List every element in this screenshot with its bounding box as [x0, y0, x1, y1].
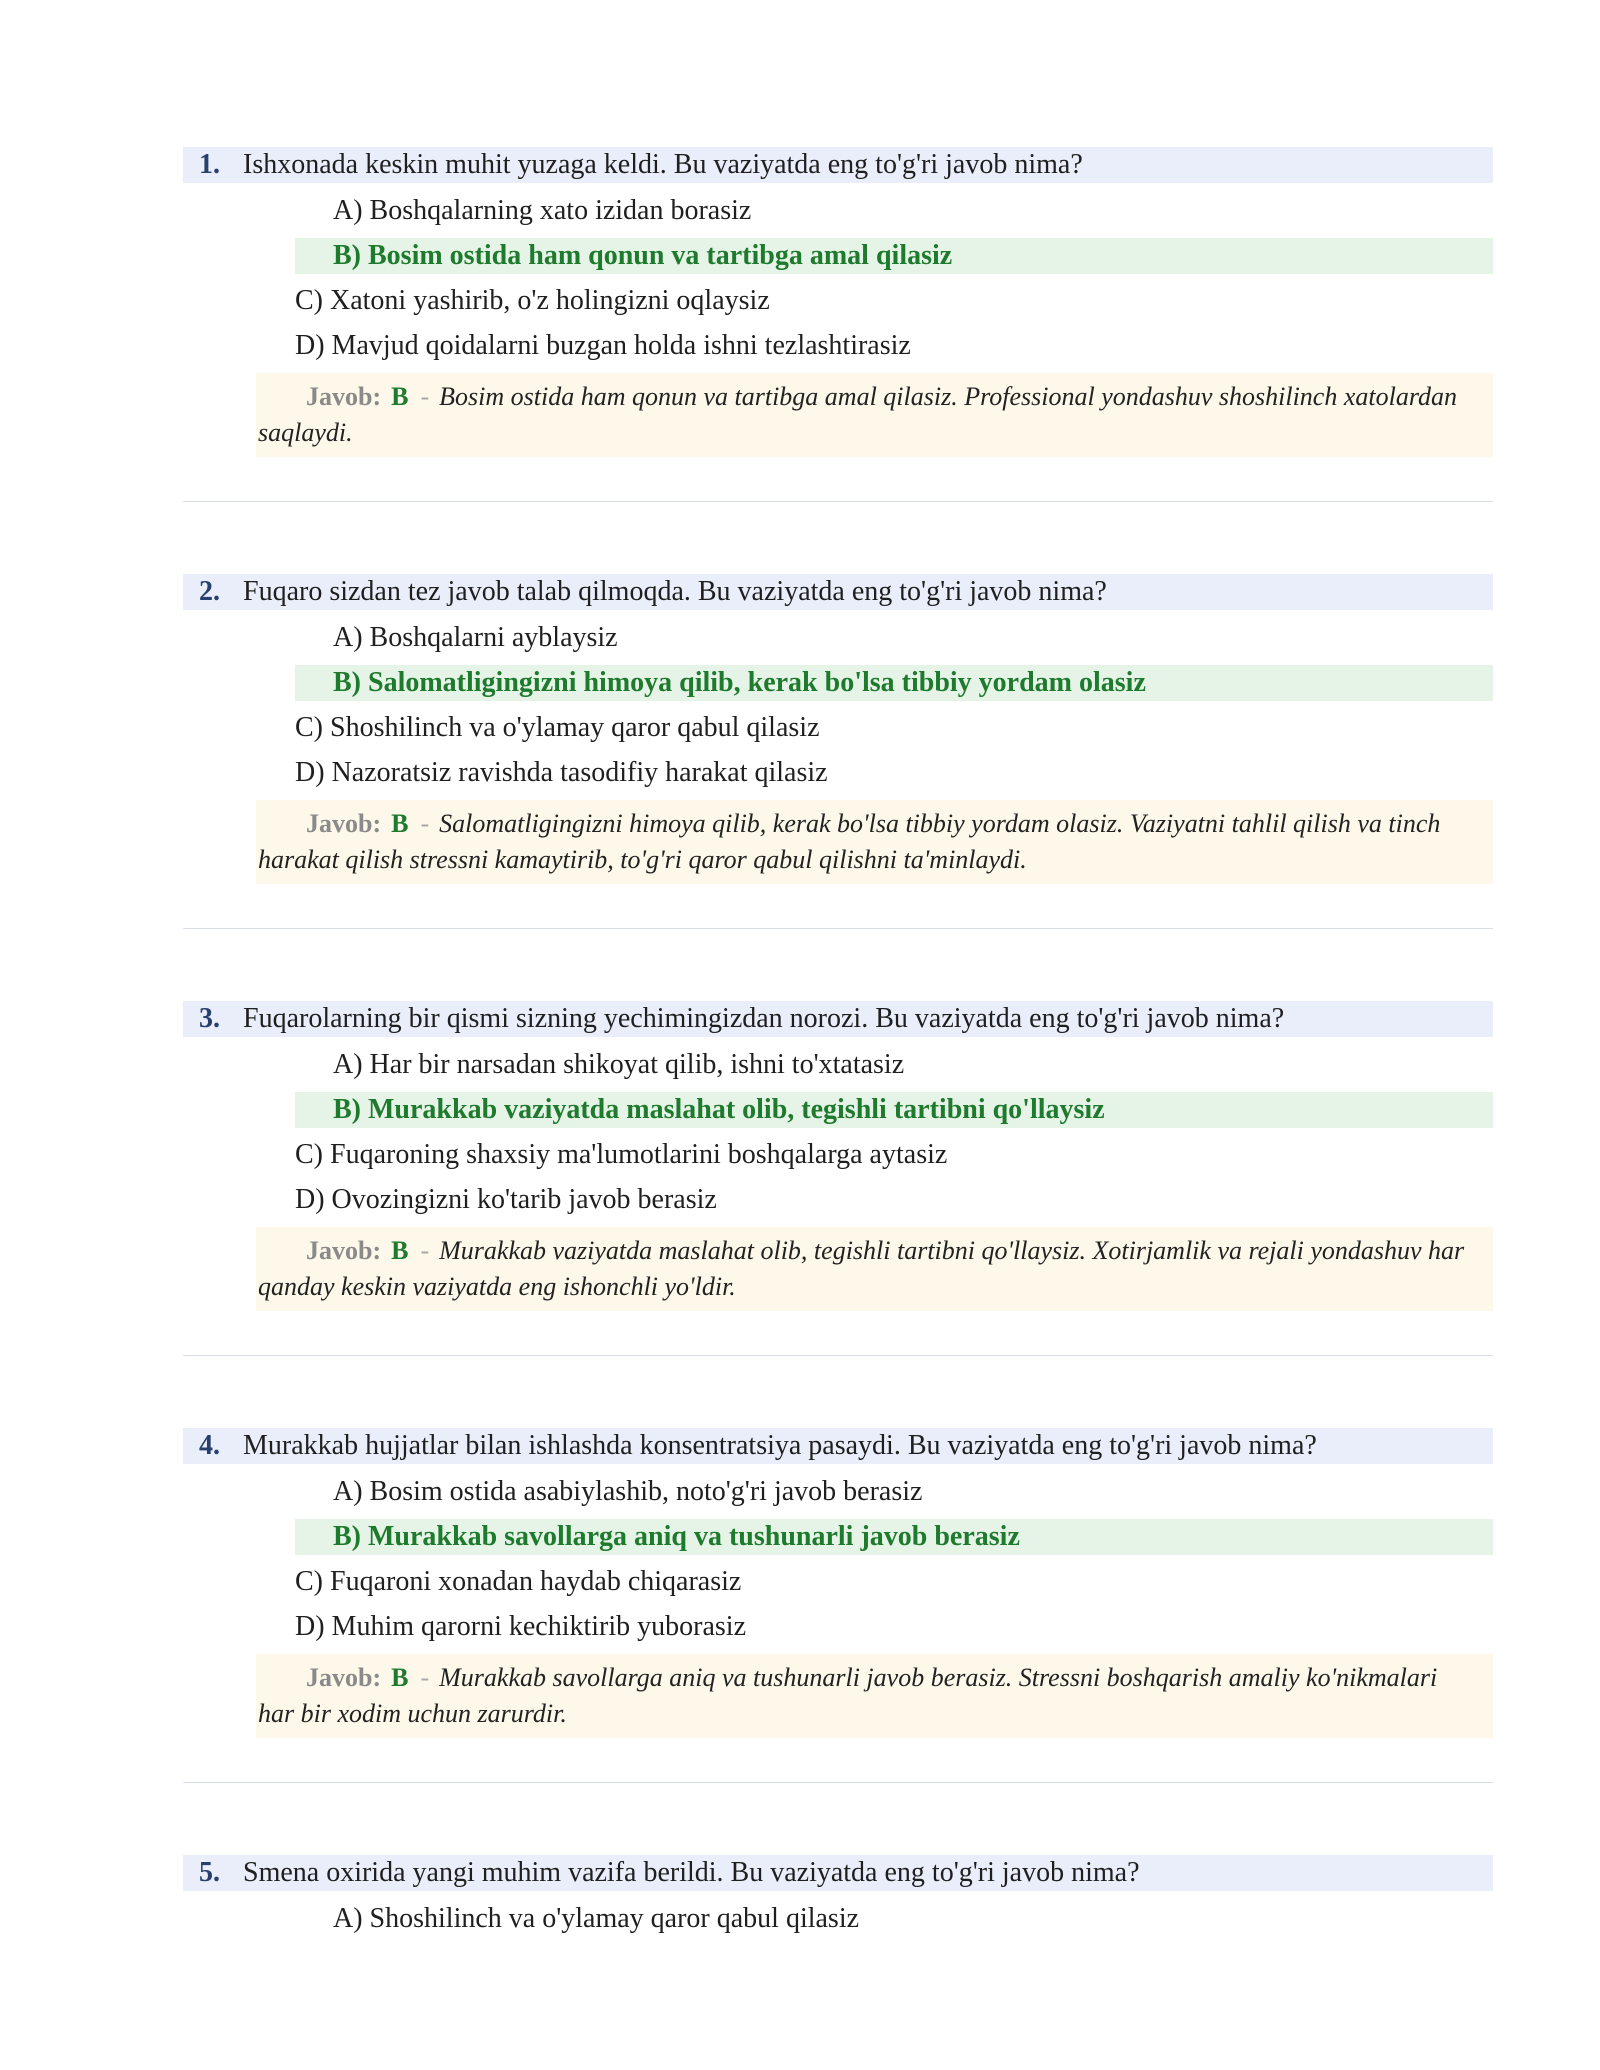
- option-a: A) Shoshilinch va o'ylamay qaror qabul qilasiz: [333, 1903, 860, 1934]
- option-b-correct: B) Murakkab savollarga aniq va tushunarli javob berasiz: [295, 1519, 1493, 1555]
- options-list: [183, 620, 1493, 791]
- answer-separator: -: [420, 1663, 430, 1692]
- answer-label: Javob:: [306, 1236, 382, 1265]
- answer-explanation: Murakkab vaziyatda maslahat olib, tegishli tartibni qo'llaysiz. Xotirjamlik va rejali yondashuv har qanday keskin vaziyatda eng ishonchli yo'ldir.: [258, 1236, 1465, 1301]
- quiz-page: [183, 147, 1493, 1946]
- question-5: [183, 1855, 1493, 1937]
- option-d: D) Nazoratsiz ravishda tasodifiy harakat qilasiz: [295, 757, 828, 788]
- divider: [183, 1355, 1493, 1356]
- question-header: [183, 147, 1493, 183]
- answer-separator: -: [420, 382, 430, 411]
- answer-separator: -: [420, 809, 430, 838]
- answer-letter: B: [391, 809, 409, 838]
- option-a: A) Har bir narsadan shikoyat qilib, ishni to'xtatasiz: [333, 1049, 905, 1080]
- options-list: [183, 1901, 1493, 1937]
- answer-separator: -: [420, 1236, 430, 1265]
- question-1: [183, 147, 1493, 502]
- question-3: [183, 1001, 1493, 1356]
- option-b-correct: B) Salomatligingizni himoya qilib, kerak bo'lsa tibbiy yordam olasiz: [295, 665, 1493, 701]
- answer-explanation: Salomatligingizni himoya qilib, kerak bo'lsa tibbiy yordam olasiz. Vaziyatni tahlil qilish va tinch harakat qilish stressni kamaytirib, to'g'ri qaror qabul qilishni ta'minlaydi.: [258, 809, 1441, 874]
- question-number: 5.: [199, 1857, 220, 1888]
- answer-box: [256, 800, 1493, 884]
- option-c: C) Xatoni yashirib, o'z holingizni oqlaysiz: [295, 285, 770, 316]
- divider: [183, 928, 1493, 929]
- question-4: [183, 1428, 1493, 1783]
- divider: [183, 1782, 1493, 1783]
- option-b-correct: B) Bosim ostida ham qonun va tartibga amal qilasiz: [295, 238, 1493, 274]
- question-number: 1.: [199, 149, 220, 180]
- option-b-correct: B) Murakkab vaziyatda maslahat olib, tegishli tartibni qo'llaysiz: [295, 1092, 1493, 1128]
- option-c: C) Fuqaroning shaxsiy ma'lumotlarini boshqalarga aytasiz: [295, 1139, 948, 1170]
- answer-label: Javob:: [306, 809, 382, 838]
- answer-letter: B: [391, 1663, 409, 1692]
- question-header: [183, 1428, 1493, 1464]
- question-number: 3.: [199, 1003, 220, 1034]
- question-header: [183, 1001, 1493, 1037]
- options-list: [183, 1474, 1493, 1645]
- answer-letter: B: [391, 1236, 409, 1265]
- divider: [183, 501, 1493, 502]
- option-d: D) Mavjud qoidalarni buzgan holda ishni tezlashtirasiz: [295, 330, 911, 361]
- answer-explanation: Bosim ostida ham qonun va tartibga amal qilasiz. Professional yondashuv shoshilinch xatolardan saqlaydi.: [258, 382, 1457, 447]
- answer-letter: B: [391, 382, 409, 411]
- answer-label: Javob:: [306, 1663, 382, 1692]
- option-a: A) Boshqalarni ayblaysiz: [333, 622, 618, 653]
- options-list: [183, 1047, 1493, 1218]
- question-number: 2.: [199, 576, 220, 607]
- answer-box: [256, 373, 1493, 457]
- option-d: D) Muhim qarorni kechiktirib yuborasiz: [295, 1611, 747, 1642]
- question-text: Ishxonada keskin muhit yuzaga keldi. Bu vaziyatda eng to'g'ri javob nima?: [243, 149, 1083, 180]
- question-text: Smena oxirida yangi muhim vazifa berildi. Bu vaziyatda eng to'g'ri javob nima?: [243, 1857, 1140, 1888]
- option-a: A) Bosim ostida asabiylashib, noto'g'ri javob berasiz: [333, 1476, 923, 1507]
- question-number: 4.: [199, 1430, 220, 1461]
- answer-box: [256, 1227, 1493, 1311]
- question-header: [183, 1855, 1493, 1891]
- option-c: C) Shoshilinch va o'ylamay qaror qabul qilasiz: [295, 712, 820, 743]
- question-header: [183, 574, 1493, 610]
- option-d: D) Ovozingizni ko'tarib javob berasiz: [295, 1184, 717, 1215]
- answer-explanation: Murakkab savollarga aniq va tushunarli javob berasiz. Stressni boshqarish amaliy ko'nikmalari har bir xodim uchun zarurdir.: [258, 1663, 1438, 1728]
- option-c: C) Fuqaroni xonadan haydab chiqarasiz: [295, 1566, 742, 1597]
- question-text: Murakkab hujjatlar bilan ishlashda konsentratsiya pasaydi. Bu vaziyatda eng to'g'ri javob nima?: [243, 1430, 1317, 1461]
- question-text: Fuqaro sizdan tez javob talab qilmoqda. Bu vaziyatda eng to'g'ri javob nima?: [243, 576, 1107, 607]
- options-list: [183, 193, 1493, 364]
- question-text: Fuqarolarning bir qismi sizning yechimingizdan norozi. Bu vaziyatda eng to'g'ri javob nima?: [243, 1003, 1285, 1034]
- answer-label: Javob:: [306, 382, 382, 411]
- question-2: [183, 574, 1493, 929]
- answer-box: [256, 1654, 1493, 1738]
- option-a: A) Boshqalarning xato izidan borasiz: [333, 195, 752, 226]
